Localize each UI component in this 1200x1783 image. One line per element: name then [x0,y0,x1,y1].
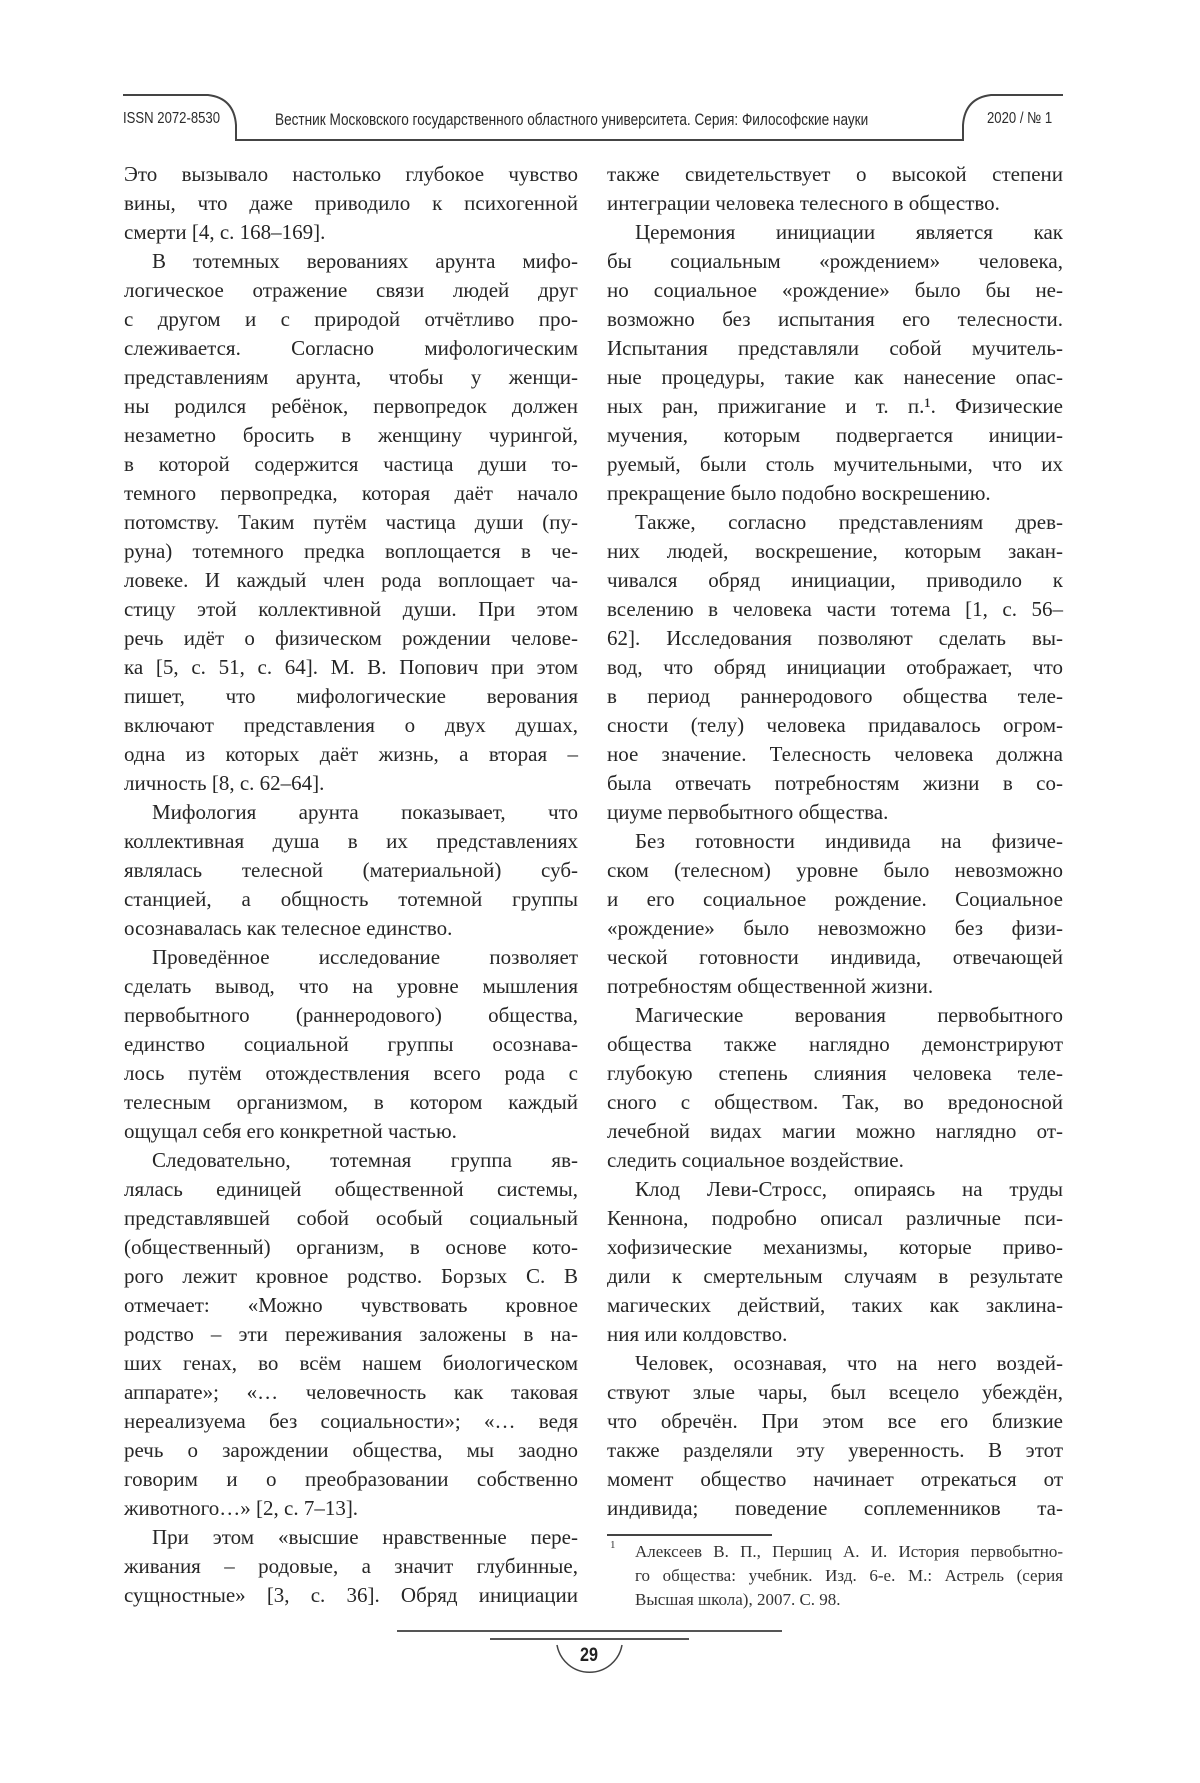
text-line: Также, согласно представлениям древ- [607,508,1063,537]
text-line: с другом и с природой отчётливо про- [124,305,578,334]
text-line: 62]. Исследования позволяют сделать вы- [607,624,1063,653]
text-line: была отвечать потребностям жизни в со- [607,769,1063,798]
text-line: индивида; поведение соплеменников та- [607,1494,1063,1523]
text-line: потомству. Таким путём частица души (пу- [124,508,578,537]
text-line: руемый, были столь мучительными, что их [607,450,1063,479]
text-line: и его социальное рождение. Социальное [607,885,1063,914]
text-line: включают представления о двух душах, [124,711,578,740]
text-line: животного…» [2, с. 7–13]. [124,1494,578,1523]
text-line: ное значение. Телесность человека должна [607,740,1063,769]
text-line: в период раннеродового общества теле- [607,682,1063,711]
text-line: ка [5, с. 51, с. 64]. М. В. Попович при этом [124,653,578,682]
text-line: ском (телесном) уровне было невозможно [607,856,1063,885]
text-line: Клод Леви-Стросс, опираясь на труды [607,1175,1063,1204]
text-line: аппарате»; «… человечность как таковая [124,1378,578,1407]
text-line: го общества: учебник. Изд. 6-е. М.: Астрель (серия [635,1564,1063,1588]
text-line: говорим и о преобразовании собственно [124,1465,578,1494]
text-line: сного с обществом. Так, во вредоносной [607,1088,1063,1117]
text-line: В тотемных верованиях арунта мифо- [124,247,578,276]
text-line: (общественный) организм, в основе кото- [124,1233,578,1262]
text-line: слеживается. Согласно мифологическим [124,334,578,363]
issn: ISSN 2072-8530 [123,110,220,128]
journal-title: Вестник Московского государственного областного университета. Серия: Философские науки [275,110,868,130]
text-line: темного первопредка, которая даёт начало [124,479,578,508]
text-line: ческой готовности индивида, отвечающей [607,943,1063,972]
text-line: Кеннона, подробно описал различные пси- [607,1204,1063,1233]
text-line: лось путём отождествления всего рода с [124,1059,578,1088]
text-line: родство – эти переживания заложены в на- [124,1320,578,1349]
text-line: Испытания представляли собой мучитель- [607,334,1063,363]
text-line: общества также наглядно демонстрируют [607,1030,1063,1059]
text-line: ния или колдовство. [607,1320,1063,1349]
text-line: ствуют злые чары, был всецело убеждён, [607,1378,1063,1407]
text-line: нереализуема без социальности»; «… ведя [124,1407,578,1436]
text-line: одна из которых даёт жизнь, а вторая – [124,740,578,769]
text-line: возможно без испытания его телесности. [607,305,1063,334]
text-line: циуме первобытного общества. [607,798,1063,827]
text-line: пишет, что мифологические верования [124,682,578,711]
text-line: личность [8, с. 62–64]. [124,769,578,798]
text-line: незаметно бросить в женщину чурингой, [124,421,578,450]
text-line: следить социальное воздействие. [607,1146,1063,1175]
text-line: телесным организмом, в котором каждый [124,1088,578,1117]
text-line: Проведённое исследование позволяет [124,943,578,972]
text-line: лялась единицей общественной системы, [124,1175,578,1204]
text-line: речь о зарождении общества, мы заодно [124,1436,578,1465]
text-line: ощущал себя его конкретной частью. [124,1117,578,1146]
footnote [635,1540,1063,1612]
text-line: Мифология арунта показывает, что [124,798,578,827]
text-line: единство социальной группы осознава- [124,1030,578,1059]
text-line: руна) тотемного предка воплощается в че- [124,537,578,566]
text-line: магических действий, таких как заклина- [607,1291,1063,1320]
text-line: ны родился ребёнок, первопредок должен [124,392,578,421]
text-column-right [607,160,1063,1523]
text-line: ные процедуры, такие как нанесение опас- [607,363,1063,392]
text-line: ших генах, во всём нашем биологическом [124,1349,578,1378]
text-line: стицу этой коллективной души. При этом [124,595,578,624]
text-line: хофизические механизмы, которые приво- [607,1233,1063,1262]
text-line: прекращение было подобно воскрешению. [607,479,1063,508]
text-line: ловеке. И каждый член рода воплощает ча- [124,566,578,595]
footnote-rule [607,1534,772,1536]
text-line: вселению в человека части тотема [1, с. 56– [607,595,1063,624]
text-line: в которой содержится частица души то- [124,450,578,479]
text-line: смерти [4, с. 168–169]. [124,218,578,247]
text-line: При этом «высшие нравственные пере- [124,1523,578,1552]
text-line: лечебной видах магии можно наглядно от- [607,1117,1063,1146]
text-line: интеграции человека телесного в общество. [607,189,1063,218]
text-line: Человек, осознавая, что на него воздей- [607,1349,1063,1378]
text-line: также разделяли эту уверенность. В этот [607,1436,1063,1465]
text-line: Церемония инициации является как [607,218,1063,247]
text-line: отмечает: «Можно чувствовать кровное [124,1291,578,1320]
text-line: Высшая школа), 2007. С. 98. [635,1588,1063,1612]
text-line: представлениям арунта, чтобы у женщи- [124,363,578,392]
text-line: ных ран, прижигание и т. п.¹. Физические [607,392,1063,421]
text-line: станцией, а общность тотемной группы [124,885,578,914]
text-line: являлась телесной (материальной) суб- [124,856,578,885]
text-line: них людей, воскрешение, которым закан- [607,537,1063,566]
text-line: потребностям общественной жизни. [607,972,1063,1001]
text-line: первобытного (раннеродового) общества, [124,1001,578,1030]
text-line: также свидетельствует о высокой степени [607,160,1063,189]
text-line: сности (телу) человека придавалось огром- [607,711,1063,740]
text-line: что обречён. При этом все его близкие [607,1407,1063,1436]
text-line: речь идёт о физическом рождении челове- [124,624,578,653]
text-line: чивался обряд инициации, приводило к [607,566,1063,595]
issue-number: 2020 / № 1 [987,110,1052,128]
text-line: вод, что обряд инициации отображает, что [607,653,1063,682]
text-line: Без готовности индивида на физиче- [607,827,1063,856]
text-line: дили к смертельным случаям в результате [607,1262,1063,1291]
text-line: Это вызывало настолько глубокое чувство [124,160,578,189]
text-line: «рождение» было невозможно без физи- [607,914,1063,943]
text-line: но социальное «рождение» было бы не- [607,276,1063,305]
text-line: вины, что даже приводило к психогенной [124,189,578,218]
footnote-number: 1 [610,1539,616,1551]
text-line: Следовательно, тотемная группа яв- [124,1146,578,1175]
text-line: коллективная душа в их представлениях [124,827,578,856]
text-line: глубокую степень слияния человека теле- [607,1059,1063,1088]
page-number: 29 [572,1645,606,1667]
text-line: живания – родовые, а значит глубинные, [124,1552,578,1581]
text-line: сущностные» [3, с. 36]. Обряд инициации [124,1581,578,1610]
text-line: момент общество начинает отрекаться от [607,1465,1063,1494]
text-line: представлявшей собой особый социальный [124,1204,578,1233]
text-line: логическое отражение связи людей друг [124,276,578,305]
text-line: Магические верования первобытного [607,1001,1063,1030]
text-line: осознавалась как телесное единство. [124,914,578,943]
text-line: Алексеев В. П., Першиц А. И. История первобытно- [635,1540,1063,1564]
text-column-left [124,160,578,1610]
text-line: мучения, которым подвергается иниции- [607,421,1063,450]
text-line: рого лежит кровное родство. Борзых С. В [124,1262,578,1291]
text-line: сделать вывод, что на уровне мышления [124,972,578,1001]
text-line: бы социальным «рождением» человека, [607,247,1063,276]
